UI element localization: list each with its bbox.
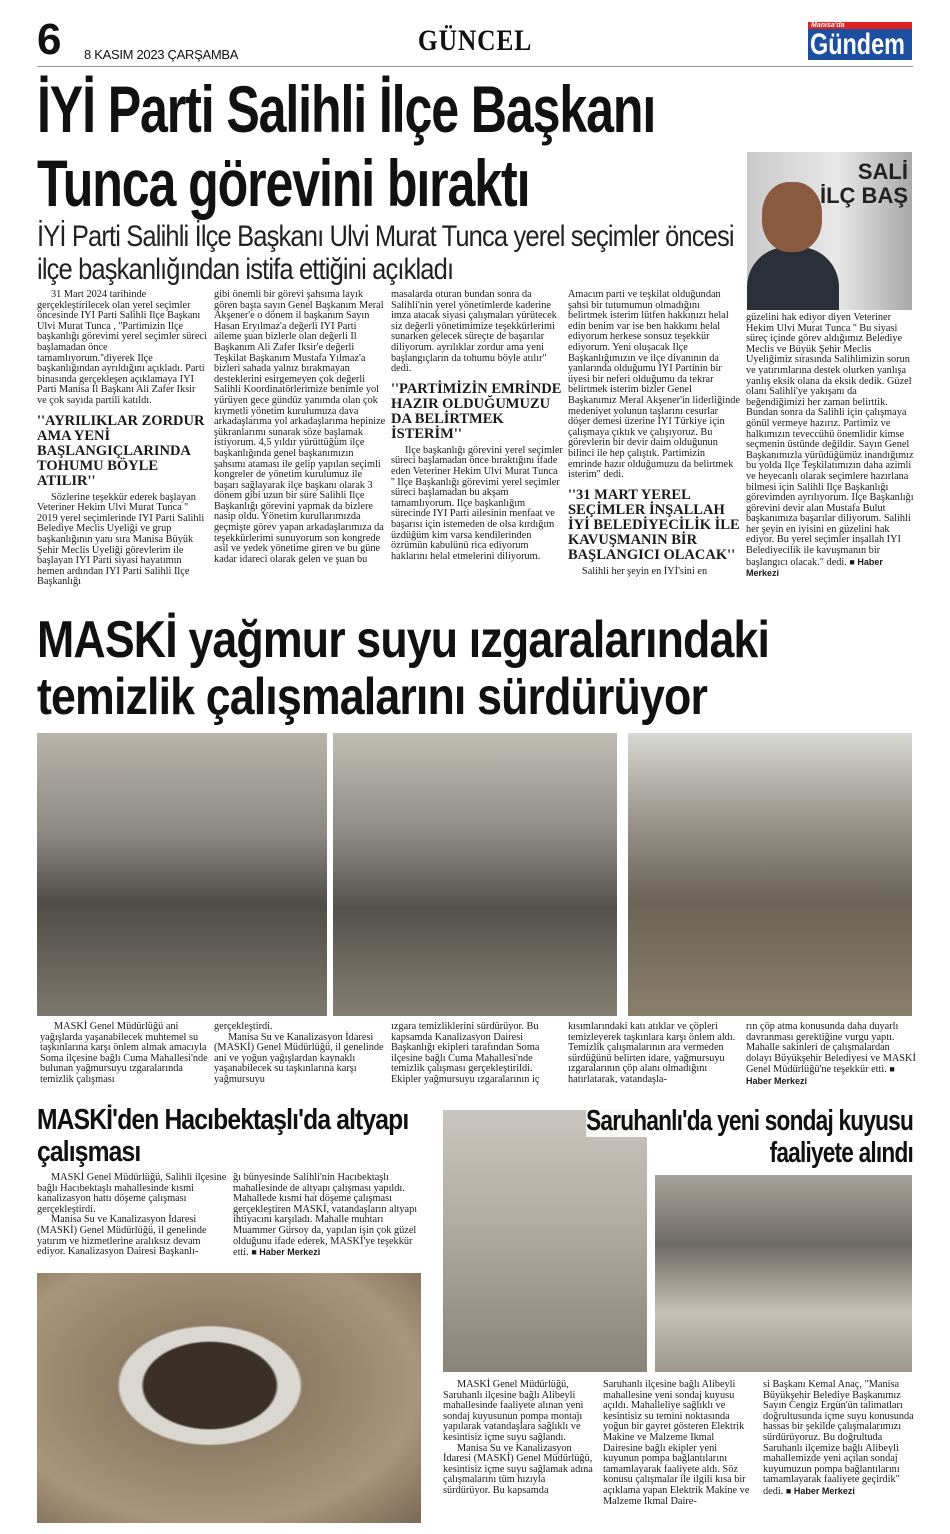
text: kısımlarındaki katı atıklar ve çöpleri temizleyerek taşkınlara karşı önlem aldı. Temizlik çalışmalarının ara vermeden sürdüğünü belirten idare, yağmursuyu ızgaralarının çöp alanı olmadığını hatırlatarak, vatandaşla- bbox=[568, 1021, 736, 1085]
paragraph bbox=[214, 1033, 386, 1086]
text: rın çöp atma konusunda daha duyarlı davranması gerektiğine vurgu yaptı. Mahalle sakinleri de çalışmalardan dolayı Büyükşehir Belediyesi ve MASKİ Genel Müdürlüğü'ne teşekkür etti. bbox=[746, 1021, 916, 1076]
text: Amacım parti ve teşkilat olduğundan şahsi bir tutumumun olmadığını belirtmek isterim lütfen hakkınızı helal edin benim var ise ben hakkımı helal ediyorum herkese sonsuz teşekkür ediyorum. Yeni oluşacak Ilçe Başkanlığımızın ve ilçe divanının da yanlarında olduğumu IYI Partinin bir üyesi bir neferi olduğumu da tekrar belirtmek isterim bizler Genel Başkanımız Meral Akşener'in liderliğinde medeniyet yolunun taşlarını cesurlar döşer demesi üzerine IYI Türkiye için çalışmaya çıktık ve çalışıyoruz. Bu görevlerin bir devir daim olduğunun bilinci ile hep çalıştık. Partimizin emrinde hazır olduğumuzu da belirtmek isterim" dedi. bbox=[568, 289, 740, 481]
paragraph bbox=[443, 1380, 595, 1444]
background-sign: SALİ İLÇ BAŞ bbox=[820, 159, 908, 208]
article4-headline bbox=[585, 1105, 913, 1169]
headline-line-2: Tunca görevini bıraktı bbox=[37, 146, 530, 220]
article4-headline-text: Saruhanlı'da yeni sondaj kuyusu faaliyete alındı bbox=[586, 1105, 913, 1169]
article4-column-1 bbox=[443, 1380, 595, 1497]
text: si Başkanı Kemal Anaç, "Manisa Büyükşehir Belediye Başkanımız Sayın Cengiz Ergün'ün talimatları doğrultusunda içme suyu konusunda hassas bir şekilde çalışmalarımızı sürdürüyoruz. Bu doğrultuda Saruhanlı ilçemize bağlı Alibeyli mahallemizde yeni açılan sondaj kuyumuzun pompa bağlantılarını tamamlayarak faaliyete geçirdik" dedi. bbox=[763, 1379, 914, 1497]
paragraph bbox=[443, 1444, 595, 1497]
paragraph bbox=[391, 446, 563, 563]
article1-column-5 bbox=[746, 313, 916, 580]
article2-photo-1 bbox=[37, 733, 327, 1016]
text: masalarda oturan bundan sonra da Salihli'nin yerel yönetimlerde kaderine imza atacak siyasi çalışmaları yürütecek siz değerli yönetimimize teşekkürlerimi sunarken gelecek süreçte de başarılar diliyorum. ayrılıklar zordur ama yeni başlangıçların da tohumu böyle atılır" dedi. bbox=[391, 289, 557, 375]
byline: ■ Haber Merkezi bbox=[785, 1485, 855, 1496]
paragraph bbox=[214, 290, 386, 565]
page-number: 6 bbox=[37, 15, 62, 64]
paragraph bbox=[746, 313, 916, 580]
article2-headline bbox=[37, 612, 906, 726]
section-title: GÜNCEL bbox=[417, 24, 533, 57]
subheading bbox=[568, 488, 740, 563]
text: 31 Mart 2024 tarihinde gerçekleştirilecek olan yerel seçimler öncesinde IYI Parti Salihli Ilçe Başkanı Ulvi Murat Tunca , ''Partimizin Ilçe başkanlığı görevimi yerel seçimler süreci başlamadan önce tamamlıyorum.''diyerek Ilçe başkanlığından ayrıldığını açıkladı. Parti binasında gerçekleşen açıklamaya IYI Parti Manisa Il Başkanı Ali Zafer Iksir ve çok sayıda partili katıldı. bbox=[37, 289, 207, 406]
article2-column-2 bbox=[214, 1022, 386, 1086]
article2-photo-3 bbox=[628, 733, 912, 1016]
text: Ilçe başkanlığı görevini yerel seçimler süreci başlamadan önce bıraktığını ifade eden Veteriner Hekim Ulvi Murat Tunca '' Ilçe Başkanlığı görevimi yerel seçimler süreci başlamadan bu akşam tamamlıyorum. Ilçe başkanlığım sürecinde IYI Parti ailesinin menfaat ve başarısı için istemeden de olsa kırdığım üzdüğüm kim varsa kendilerinden özrümün kabulünü rica ediyorum haklarını helal etmelerini diliyorum. bbox=[391, 444, 563, 562]
article1-subheadline: İYİ Parti Salihli İlçe Başkanı Ulvi Murat Tunca yerel seçimler öncesi ilçe başkanlığından istifa ettiğini açıkladı bbox=[37, 220, 734, 286]
text: gerçekleştirdi. bbox=[214, 1021, 273, 1032]
text: ğı bünyesinde Salihli'nin Hacıbektaşlı mahallesinde de altyapı çalışması yapıldı. Mahallede kısmi hat döşeme çalışması gerçekleştiren MASKİ, vatandaşların altyapı ihtiyacını karşıladı. Mahalle muhtarı Muammer Gürsoy da, yapılan işin çok güzel olduğunu ifade ederek, MASKİ'ye teşekkür etti. bbox=[233, 1172, 418, 1259]
article1-column-1 bbox=[37, 290, 207, 588]
article2-column-3 bbox=[391, 1022, 563, 1086]
text: ''31 MART YEREL SEÇİMLER İNŞALLAH İYİ BELEDİYECİLİK İLE KAVUŞMANIN BİR BAŞLANGICI OLACAK'' bbox=[568, 486, 740, 563]
article4-photo-2 bbox=[655, 1175, 912, 1372]
article3-photo bbox=[37, 1273, 421, 1523]
text: MASKİ Genel Müdürlüğü ani yağışlarda yaşanabilecek muhtemel su taşkınlarına karşı önlem almak amacıyla Soma ilçesine bağlı Cuma Mahallesi'nde bulunan yağmursuyu ızgaralarında temizlik çalışması bbox=[40, 1021, 208, 1085]
text: Manisa Su ve Kanalizasyon İdaresi (MASKİ) Genel Müdürlüğü, il genelinde yatırım ve hizmetlerine aralıksız devam ediyor. Kanalizasyon Dairesi Başkanlı- bbox=[37, 1214, 207, 1258]
paragraph bbox=[40, 1022, 208, 1086]
article3-column-2 bbox=[233, 1173, 423, 1259]
byline: ■ Haber Merkezi bbox=[251, 1247, 321, 1258]
article4-column-3 bbox=[763, 1380, 915, 1498]
header-divider bbox=[37, 66, 913, 67]
logo-top-text: Manisa'da bbox=[811, 22, 845, 29]
text: MASKİ Genel Müdürlüğü, Salihli ilçesine bağlı Hacıbektaşlı mahallesinde kısmi kanalizasyon hattı döşeme çalışması gerçekleştirdi. bbox=[37, 1172, 227, 1215]
person-face bbox=[762, 182, 822, 252]
paragraph bbox=[37, 493, 207, 588]
text: Manisa Su ve Kanalizasyon İdaresi (MASKİ) Genel Müdürlüğü, kesintisiz içme suyu sağlamak adına çalışmalarını tüm hızıyla sürdürüyor. Bu kapsamda bbox=[443, 1442, 593, 1496]
headline-line-2: temizlik çalışmalarını sürdürüyor bbox=[37, 668, 708, 726]
article3-column-1 bbox=[37, 1173, 227, 1258]
issue-date: 8 KASIM 2023 ÇARŞAMBA bbox=[84, 47, 239, 62]
article1-column-3 bbox=[391, 290, 563, 562]
paragraph bbox=[763, 1380, 915, 1498]
headline-line-1: İYİ Parti Salihli İlçe Başkanı bbox=[37, 72, 656, 146]
article2-column-1 bbox=[40, 1022, 208, 1086]
paragraph bbox=[391, 290, 563, 375]
article1-portrait-photo bbox=[747, 152, 912, 310]
text: Sözlerine teşekkür ederek başlayan Veteriner Hekim Ulvi Murat Tunca '' 2019 yerel seçimlerinde IYI Parti Salihli Belediye Meclis Uyeliği ve grup başkanlığının yanı sıra Manisa Büyük Şehir Meclis Uyeliği görevlerim ile başlayan IYI Parti siyasi hayatımın hemen ardından IYI Parti Salihli Ilçe Başkanlığı bbox=[37, 491, 205, 588]
paragraph bbox=[568, 1022, 740, 1086]
subheading bbox=[37, 414, 207, 489]
paragraph bbox=[37, 1173, 227, 1215]
article1-column-2 bbox=[214, 290, 386, 565]
text: gibi önemli bir görevi şahsıma layık gören başta sayın Genel Başkanım Meral Akşener'e o dönem il başkanım Sayın Hasan Eryılmaz'a değerli IYI Parti aileme şuan bizlerle olan değerli Il Başkanım Ali Zafer Iksir'e değerli Teşkilat Başkanım Mustafa Yılmaz'a bizleri sahada yalnız bırakmayan desteklerini esirgemeyen çok değerli Salihli Koordinatörlerimize benimle yol yürüyen gece gündüz yanımda olan çok kıymetli yönetim kurulumuza dava arkadaşlarıma yol arkadaşlarıma hepinize şükranlarımı sunarak söze başlamak istiyorum. 4,5 yıldır yürüttüğüm ilçe başkanlığında genel başkanımızın şahsımı ataması ile gelip yapılan seçimli kongreler de yönetim kurulumuz ile başarı sağlayarak ilçe başkanı olarak 3 dönem gibi uzun bir süre Salihli Ilçe Başkanlığı görevini yapmak da bizlere nasip oldu. Yönetim kurullarımızda geçmişte görev yapan arkadaşlarımıza da teşekkürlerimi sunuyorum son kongrede asil ve yedek yönetime giren ve bu güne kadar idareci olarak gelen ve şuan bu bbox=[214, 289, 386, 565]
article1-column-4 bbox=[568, 290, 740, 577]
person-body bbox=[747, 247, 839, 310]
paragraph bbox=[568, 567, 740, 578]
byline: ■ Haber Merkezi bbox=[746, 1064, 895, 1086]
article2-column-4 bbox=[568, 1022, 740, 1086]
paragraph bbox=[233, 1173, 423, 1259]
paragraph bbox=[37, 290, 207, 407]
article2-column-5 bbox=[746, 1022, 916, 1088]
subheading bbox=[391, 382, 563, 442]
text: ''AYRILIKLAR ZORDUR AMA YENİ BAŞLANGIÇLARINDA TOHUMU BÖYLE ATILIR'' bbox=[37, 412, 205, 489]
article3-headline: MASKİ'den Hacıbektaşlı'da altyapı çalışması bbox=[37, 1104, 409, 1168]
byline: ■ Haber Merkezi bbox=[746, 556, 883, 579]
text: güzelini hak ediyor diyen Veteriner Hekim Ulvi Murat Tunca '' Bu siyasi süreç içinde görev aldığımız Belediye Meclis ve Büyük Şehir Meclis Uyeliğimiz sırasında Salihlimizin sorun ve yatırımlarına destek olurken yanlışa yanlış eksik olana da eksik dedik. Güzel olanı Salihli'ye yakışanı da beğendiğimizi her zaman belirttik. Bundan sonra da Salihli için çalışmaya gönül vermeye hazırız. Partimiz ve halkımızın teveccühü önemlidir kimse seçmenin üstünde değildir. Sayın Genel Başkanımızla yürüdüğümüz inandığımız bu yolda Ilçe Teşkilatımızın daha azimli ve heyecanlı olarak seçimlere hazırlana bilmesi için Salihli Ilçe Başkanlığı görevimden ayrılıyorum. Ilçe Başkanlığı görevini devir alan Mustafa Bulut başkanımıza başarılar diliyorum. Salihli her şeyin en iyisini en güzelini hak ediyor. Bu yerel seçimler inşallah IYI Belediyecilik ile kavuşmanın bir başlangıcı olacak." dedi. bbox=[746, 312, 914, 568]
text: Saruhanlı ilçesine bağlı Alibeyli mahallesine yeni sondaj kuyusu açıldı. Mahalleliye sağlıklı ve kesintisiz su temini noktasında yoğun bir gayret gösteren Elektrik Makine ve Malzeme Ikmal Dairesine bağlı ekipler yeni kuyunun pompa bağlantılarını tamamlayarak faaliyete aldı. Söz konusu çalışmalar ile ilgili kısa bir açıklama yapan Elektrik Makine ve Malzeme Ikmal Daire- bbox=[603, 1379, 750, 1507]
paragraph bbox=[391, 1022, 563, 1086]
paragraph bbox=[746, 1022, 916, 1088]
headline-line-1: MASKİ yağmur suyu ızgaralarındaki bbox=[37, 611, 770, 669]
logo-main-text: Gündem bbox=[810, 28, 905, 61]
text: ''PARTİMİZİN EMRİNDE HAZIR OLDUĞUMUZU DA BELİRTMEK İSTERİM'' bbox=[391, 380, 562, 442]
paragraph bbox=[37, 1215, 227, 1257]
paragraph bbox=[603, 1380, 755, 1507]
newspaper-logo bbox=[808, 22, 912, 60]
text: MASKİ Genel Müdürlüğü, Saruhanlı ilçesine bağlı Alibeyli mahallesinde faaliyete alınan yeni sondaj kuyusunun pompa montajı yapılarak vatandaşlara sağlıklı ve kesintisiz içme suyu sağlandı. bbox=[443, 1379, 584, 1443]
article2-photo-2 bbox=[333, 733, 617, 1016]
text: Manisa Su ve Kanalizasyon İdaresi (MASKİ) Genel Müdürlüğü, il genelinde ani ve yoğun yağışlardan kaynaklı yaşanabilecek su taşkınlarına karşı yağmursuyu bbox=[214, 1031, 384, 1085]
text: ızgara temizliklerini sürdürüyor. Bu kapsamda Kanalizasyon Dairesi Başkanlığı ekipleri tarafından Soma ilçesine bağlı Cuma Mahallesi'nde temizlik çalışması gerçekleştirildi. Ekipler yağmursuyu ızgaralarının iç bbox=[391, 1021, 540, 1085]
paragraph bbox=[568, 290, 740, 481]
article4-column-2 bbox=[603, 1380, 755, 1507]
text: Salihli her şeyin en İYİ'sini en bbox=[582, 565, 708, 577]
